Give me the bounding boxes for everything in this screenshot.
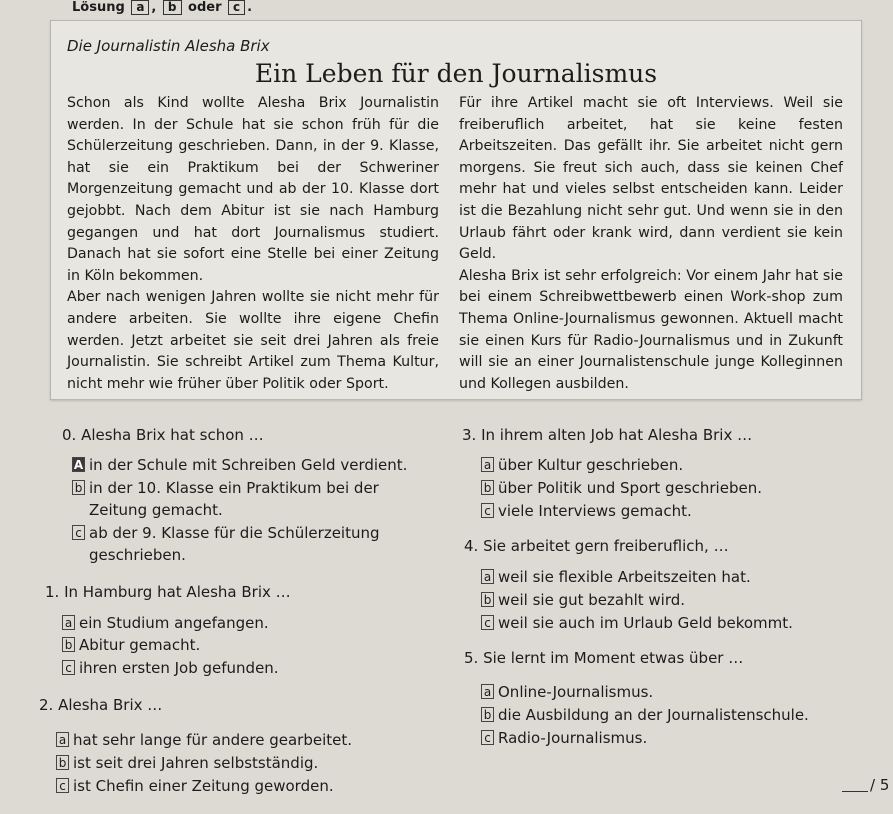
option-text: über Politik und Sport geschrieben. xyxy=(498,479,762,497)
answer-letter-box[interactable]: a xyxy=(481,684,494,699)
question-5-stem: 5. Sie lernt im Moment etwas über … xyxy=(464,649,744,667)
letter-box-a: a xyxy=(131,0,149,15)
instruction-header xyxy=(72,0,252,15)
answer-letter-box[interactable]: a xyxy=(481,569,494,584)
reading-text-panel xyxy=(50,20,862,400)
question-4-option-c[interactable] xyxy=(481,614,793,632)
answer-letter-box[interactable]: b xyxy=(481,707,494,722)
answer-letter-box[interactable]: a xyxy=(56,732,69,747)
instruction-prefix: Lösung xyxy=(72,0,125,15)
option-text: Online-Journalismus. xyxy=(498,683,654,701)
score-total: / 5 xyxy=(870,776,890,794)
option-text: weil sie gut bezahlt wird. xyxy=(498,591,686,609)
article-title: Ein Leben für den Journalismus xyxy=(254,59,658,88)
question-1-stem: 1. In Hamburg hat Alesha Brix … xyxy=(45,583,291,601)
question-5-option-c[interactable] xyxy=(481,729,647,747)
answer-letter-box[interactable]: b xyxy=(62,637,75,652)
article-paragraph: Schon als Kind wollte Alesha Brix Journalistin werden. In der Schule hat sie schon früh für die Schülerzeitung geschrieben. Dann, in der 9. Klasse, hat sie ein Praktikum bei der Schweriner Morgenzeitung gemacht und ab der 10. Klasse dort gejobbt. Nach dem Abitur ist sie nach Hamburg gegangen und hat dort Journalismus studiert. Danach hat sie sofort eine Stelle bei einer Zeitung in Köln bekommen. xyxy=(67,95,439,284)
option-text: weil sie flexible Arbeitszeiten hat. xyxy=(498,568,751,586)
question-3-option-a[interactable] xyxy=(481,456,683,474)
question-0-option-a[interactable] xyxy=(72,456,407,474)
question-0-stem: 0. Alesha Brix hat schon … xyxy=(62,426,264,444)
answer-letter-box[interactable]: b xyxy=(481,592,494,607)
answer-letter-box[interactable]: c xyxy=(481,730,494,745)
answer-letter-box[interactable]: c xyxy=(56,778,69,793)
answer-letter-box[interactable]: b xyxy=(481,480,494,495)
option-text: viele Interviews gemacht. xyxy=(498,502,692,520)
answer-letter-box[interactable]: A xyxy=(73,458,84,472)
question-1-option-b[interactable] xyxy=(62,636,200,654)
question-2-option-b[interactable] xyxy=(56,754,318,772)
option-text-continued: Zeitung gemacht. xyxy=(89,501,223,519)
question-2-option-a[interactable] xyxy=(56,731,352,749)
score-field[interactable] xyxy=(842,776,889,794)
instruction-period: . xyxy=(247,0,253,15)
option-text: ab der 9. Klasse für die Schülerzeitung xyxy=(89,524,380,542)
answer-letter-box[interactable]: a xyxy=(62,615,75,630)
answer-letter-box[interactable]: c xyxy=(481,503,494,518)
option-text: Radio-Journalismus. xyxy=(498,729,648,747)
option-text: hat sehr lange für andere gearbeitet. xyxy=(73,731,353,749)
question-5-option-a[interactable] xyxy=(481,683,653,701)
option-text: ihren ersten Job gefunden. xyxy=(79,659,279,677)
option-text: ein Studium angefangen. xyxy=(79,614,269,632)
question-0-option-c[interactable] xyxy=(72,524,380,542)
option-text: Abitur gemacht. xyxy=(79,636,201,654)
answer-letter-box[interactable]: c xyxy=(62,660,75,675)
question-4-option-a[interactable] xyxy=(481,568,751,586)
question-4-option-b[interactable] xyxy=(481,591,685,609)
option-text: die Ausbildung an der Journalistenschule. xyxy=(498,706,809,724)
article-left-column xyxy=(67,93,439,395)
article-paragraph: Aber nach wenigen Jahren wollte sie nicht mehr für andere arbeiten. Sie wollte ihre eigene Chefin werden. Jetzt arbeitet sie seit drei Jahren als freie Journalistin. Sie schreibt Artikel zum Thema Kultur, nicht mehr wie früher über Politik oder Sport. xyxy=(67,289,439,392)
question-1-option-c[interactable] xyxy=(62,659,279,677)
question-3-stem: 3. In ihrem alten Job hat Alesha Brix … xyxy=(462,426,753,444)
option-text-continued: geschrieben. xyxy=(89,546,186,564)
answer-letter-box[interactable]: c xyxy=(481,615,494,630)
question-2-stem: 2. Alesha Brix … xyxy=(39,696,163,714)
question-4-stem: 4. Sie arbeitet gern freiberuflich, … xyxy=(464,537,729,555)
question-1-option-a[interactable] xyxy=(62,614,269,632)
option-text: in der 10. Klasse ein Praktikum bei der xyxy=(89,479,379,497)
article-paragraph: Alesha Brix ist sehr erfolgreich: Vor einem Jahr hat sie bei einem Schreibwettbewerb einen Work-shop zum Thema Online-Journalismus gewonnen. Aktuell macht sie einen Kurs für Radio-Journalismus und in Zukunft will sie an einer Journalistenschule junge Kolleginnen und Kollegen ausbilden. xyxy=(459,267,843,392)
option-text: weil sie auch im Urlaub Geld bekommt. xyxy=(498,614,793,632)
answer-letter-box[interactable]: b xyxy=(72,480,85,495)
article-paragraph: Für ihre Artikel macht sie oft Interviews. Weil sie freiberuflich arbeitet, hat sie keine festen Arbeitszeiten. Das gefällt ihr. Sie arbeitet nicht gern morgens. Sie freut sich auch, dass sie keinen Chef mehr hat und vieles selbst entscheiden kann. Leider ist die Bezahlung nicht sehr gut. Und wenn sie in den Urlaub fährt oder krank wird, dann verdient sie kein Geld. xyxy=(459,95,843,263)
letter-box-c: c xyxy=(228,0,245,15)
instruction-oder: oder xyxy=(188,0,222,15)
letter-box-b: b xyxy=(163,0,182,15)
article-right-column xyxy=(459,93,843,395)
question-3-option-c[interactable] xyxy=(481,502,692,520)
answer-letter-box[interactable]: a xyxy=(481,457,494,472)
option-text: ist Chefin einer Zeitung geworden. xyxy=(73,777,334,795)
instruction-comma: , xyxy=(151,0,157,15)
question-3-option-b[interactable] xyxy=(481,479,762,497)
answer-letter-box[interactable]: c xyxy=(72,525,85,540)
option-text: in der Schule mit Schreiben Geld verdient. xyxy=(89,456,408,474)
option-text: ist seit drei Jahren selbstständig. xyxy=(73,754,319,772)
article-subtitle: Die Journalistin Alesha Brix xyxy=(67,37,270,55)
question-2-option-c[interactable] xyxy=(56,777,334,795)
question-0-option-b[interactable] xyxy=(72,479,379,497)
option-text: über Kultur geschrieben. xyxy=(498,456,684,474)
answer-letter-box[interactable]: b xyxy=(56,755,69,770)
question-5-option-b[interactable] xyxy=(481,706,809,724)
